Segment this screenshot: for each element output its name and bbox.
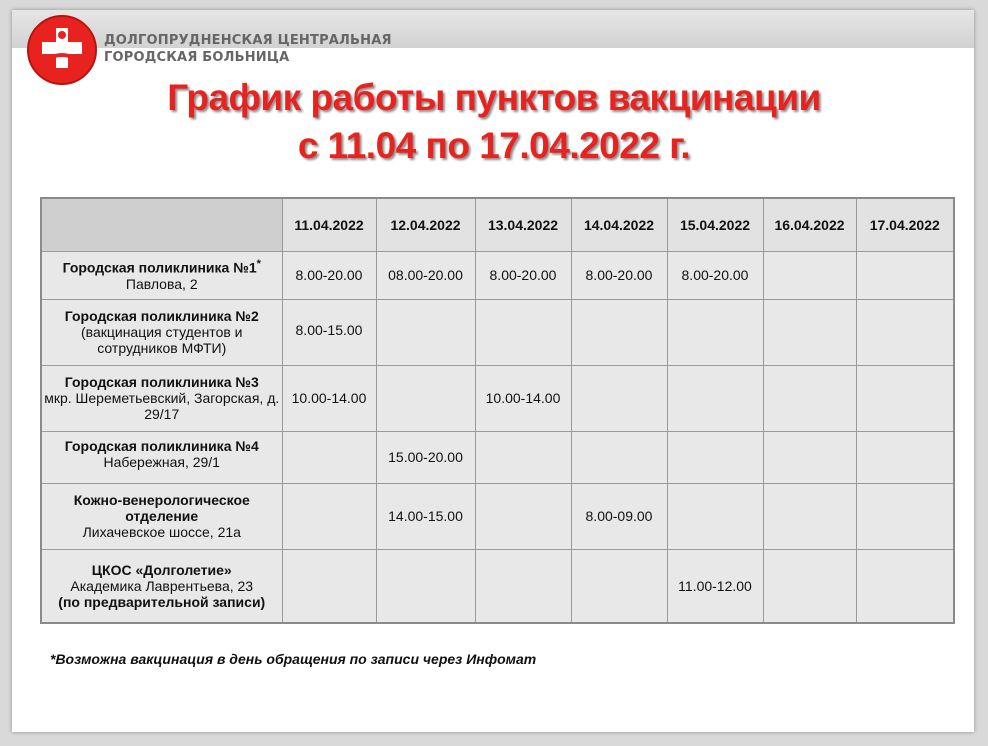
location-cell: [41, 299, 282, 365]
time-slot-cell: [282, 431, 376, 483]
time-slot-cell: 8.00-20.00: [571, 251, 667, 299]
time-slot-cell: 10.00-14.00: [282, 365, 376, 431]
time-slot-cell: 11.00-12.00: [667, 549, 763, 623]
table-row: [41, 365, 954, 431]
location-address: (вакцинация студентов и сотрудников МФТИ): [81, 324, 243, 356]
location-name: Городская поликлиника №1: [62, 259, 257, 276]
location-name: Городская поликлиника №2: [64, 308, 259, 324]
time-slot-cell: [763, 251, 856, 299]
organization-name: [104, 32, 392, 66]
time-slot-cell: [475, 431, 571, 483]
time-slot-cell: [856, 483, 954, 549]
location-note: (по предварительной записи): [58, 593, 266, 610]
location-cell: [41, 483, 282, 549]
time-slot-cell: [667, 483, 763, 549]
time-slot-cell: 08.00-20.00: [376, 251, 475, 299]
time-slot-cell: [856, 299, 954, 365]
footnote-text: *Возможна вакцинация в день обращения по записи через Инфомат: [50, 651, 537, 667]
location-address: мкр. Шереметьевский, Загорская, д. 29/17: [44, 390, 280, 422]
location-address: Павлова, 2: [125, 275, 198, 292]
time-slot-cell: [475, 483, 571, 549]
time-slot-cell: [667, 299, 763, 365]
location-cell: [41, 251, 282, 299]
time-slot-cell: 8.00-20.00: [475, 251, 571, 299]
time-slot-cell: [475, 549, 571, 623]
table-row: [41, 549, 954, 623]
location-cell: [41, 365, 282, 431]
location-name: ЦКОС «Долголетие»: [91, 561, 232, 578]
time-slot-cell: [282, 549, 376, 623]
location-name: Городская поликлиника №3: [64, 374, 259, 390]
time-slot-cell: 8.00-20.00: [282, 251, 376, 299]
time-slot-cell: 8.00-15.00: [282, 299, 376, 365]
location-cell: [41, 549, 282, 623]
time-slot-cell: [376, 365, 475, 431]
table-header-row: [41, 198, 954, 251]
time-slot-cell: [856, 365, 954, 431]
time-slot-cell: [282, 483, 376, 549]
date-header: 11.04.2022: [282, 198, 376, 251]
date-header: 14.04.2022: [571, 198, 667, 251]
location-address: Набережная, 29/1: [103, 453, 220, 470]
footnote-mark: *: [256, 258, 261, 271]
table-row: [41, 251, 954, 299]
time-slot-cell: [571, 431, 667, 483]
time-slot-cell: 10.00-14.00: [475, 365, 571, 431]
location-name: Городская поликлиника №4: [64, 437, 259, 454]
table-row: [41, 483, 954, 549]
time-slot-cell: [571, 299, 667, 365]
time-slot-cell: 8.00-20.00: [667, 251, 763, 299]
time-slot-cell: [856, 431, 954, 483]
time-slot-cell: [763, 549, 856, 623]
time-slot-cell: [763, 431, 856, 483]
organization-name-line2: ГОРОДСКАЯ БОЛЬНИЦА: [104, 50, 290, 65]
time-slot-cell: [763, 365, 856, 431]
time-slot-cell: 8.00-09.00: [571, 483, 667, 549]
table-row: [41, 431, 954, 483]
table-row: [41, 299, 954, 365]
page-title-line1: График работы пунктов вакцинации: [167, 77, 821, 118]
time-slot-cell: [376, 549, 475, 623]
time-slot-cell: [856, 549, 954, 623]
time-slot-cell: 14.00-15.00: [376, 483, 475, 549]
organization-name-line1: ДОЛГОПРУДНЕНСКАЯ ЦЕНТРАЛЬНАЯ: [104, 33, 392, 48]
location-address: Лихачевское шоссе, 21а: [82, 524, 241, 540]
time-slot-cell: [667, 365, 763, 431]
location-address: Академика Лаврентьева, 23: [70, 577, 254, 594]
table-corner-cell: [41, 198, 282, 251]
page-title: [0, 74, 988, 170]
date-header: 17.04.2022: [856, 198, 954, 251]
time-slot-cell: [571, 365, 667, 431]
date-header: 16.04.2022: [763, 198, 856, 251]
time-slot-cell: [856, 251, 954, 299]
time-slot-cell: [571, 549, 667, 623]
vaccination-schedule-table: [40, 197, 955, 624]
time-slot-cell: [475, 299, 571, 365]
time-slot-cell: [376, 299, 475, 365]
date-header: 13.04.2022: [475, 198, 571, 251]
page-title-line2: с 11.04 по 17.04.2022 г.: [297, 125, 691, 166]
time-slot-cell: [763, 483, 856, 549]
time-slot-cell: [667, 431, 763, 483]
time-slot-cell: [763, 299, 856, 365]
time-slot-cell: 15.00-20.00: [376, 431, 475, 483]
location-cell: [41, 431, 282, 483]
date-header: 15.04.2022: [667, 198, 763, 251]
date-header: 12.04.2022: [376, 198, 475, 251]
location-name: Кожно-венерологическое отделение: [73, 492, 250, 524]
